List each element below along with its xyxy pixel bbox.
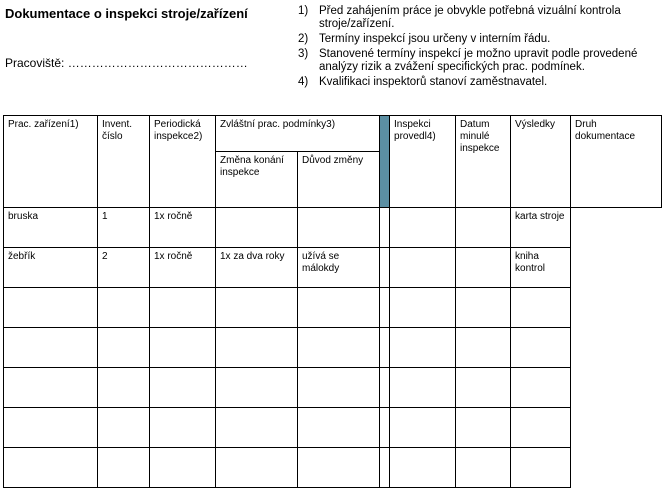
cell-doc-type [511, 408, 571, 448]
footnote-text: Před zahájením práce je obvykle potřebná vizuální kontrola stroje/zařízení. [319, 5, 621, 30]
cell-periodic: 1x ročně [150, 248, 216, 288]
cell-periodic [150, 408, 216, 448]
cell-periodic [150, 328, 216, 368]
header-documentation-type: Druh dokumentace [571, 116, 662, 208]
footnote-item [298, 76, 664, 89]
header-special-conditions: Zvláštní prac. podmínky3) [216, 116, 380, 152]
cell-change [216, 408, 298, 448]
cell-periodic [150, 448, 216, 488]
cell-last-date [390, 368, 456, 408]
header-equipment: Prac. zařízení1) [4, 116, 98, 208]
cell-performed [380, 248, 390, 288]
cell-doc-type: karta stroje [511, 208, 571, 248]
cell-inventory [98, 408, 150, 448]
footnote-text: Stanovené termíny inspekcí je možno upravit podle provedené analýzy rizik a zvážení specifických prac. podmínek. [319, 48, 638, 73]
cell-last-date [390, 448, 456, 488]
cell-results [456, 328, 511, 368]
cell-results [456, 208, 511, 248]
cell-inventory: 1 [98, 208, 150, 248]
cell-results [456, 408, 511, 448]
footnote-item [298, 33, 664, 46]
footnote-number: 2) [298, 33, 309, 45]
cell-reason [298, 448, 380, 488]
cell-change [216, 208, 298, 248]
table-row [4, 448, 662, 488]
cell-periodic [150, 368, 216, 408]
footnote-item [298, 5, 664, 31]
cell-doc-type [511, 288, 571, 328]
cell-change [216, 448, 298, 488]
workplace-field: Pracoviště: ……………………………………… [5, 56, 248, 70]
cell-performed [380, 328, 390, 368]
cell-last-date [390, 408, 456, 448]
inspection-table [3, 115, 662, 488]
cell-performed [380, 408, 390, 448]
cell-inventory [98, 288, 150, 328]
column-divider [380, 116, 390, 208]
cell-last-date [390, 288, 456, 328]
cell-equipment [4, 328, 98, 368]
footnote-text: Termíny inspekcí jsou určeny v interním řádu. [319, 33, 551, 45]
document-title: Dokumentace o inspekci stroje/zařízení [5, 6, 248, 21]
cell-change: 1x za dva roky [216, 248, 298, 288]
table-row [4, 368, 662, 408]
footnote-text: Kvalifikaci inspektorů stanoví zaměstnavatel. [319, 76, 548, 88]
cell-inventory: 2 [98, 248, 150, 288]
cell-equipment: žebřík [4, 248, 98, 288]
footnotes-list [298, 5, 664, 91]
cell-last-date [390, 328, 456, 368]
table-row [4, 328, 662, 368]
cell-reason [298, 328, 380, 368]
header-change-reason: Důvod změny [298, 152, 380, 208]
footnote-number: 3) [298, 48, 309, 60]
cell-reason: užívá se málokdy [298, 248, 380, 288]
cell-results [456, 448, 511, 488]
footnote-number: 1) [298, 5, 309, 17]
cell-performed [380, 448, 390, 488]
cell-performed [380, 368, 390, 408]
cell-results [456, 248, 511, 288]
cell-equipment [4, 288, 98, 328]
footnote-item [298, 48, 664, 74]
cell-results [456, 368, 511, 408]
cell-last-date [390, 208, 456, 248]
cell-periodic: 1x ročně [150, 208, 216, 248]
table-row [4, 288, 662, 328]
cell-doc-type [511, 448, 571, 488]
cell-performed [380, 288, 390, 328]
footnote-number: 4) [298, 76, 309, 88]
cell-reason [298, 208, 380, 248]
cell-doc-type [511, 328, 571, 368]
cell-equipment [4, 368, 98, 408]
cell-reason [298, 408, 380, 448]
table-row [4, 248, 662, 288]
header-last-inspection-date: Datum minulé inspekce [456, 116, 511, 208]
table-row [4, 208, 662, 248]
cell-change [216, 288, 298, 328]
cell-reason [298, 368, 380, 408]
header-periodic-inspection: Periodická inspekce2) [150, 116, 216, 208]
header-inventory-number: Invent. číslo [98, 116, 150, 208]
cell-equipment: bruska [4, 208, 98, 248]
cell-doc-type [511, 368, 571, 408]
header-results: Výsledky [511, 116, 571, 208]
cell-performed [380, 208, 390, 248]
cell-equipment [4, 448, 98, 488]
cell-change [216, 368, 298, 408]
table-header-row [4, 116, 662, 152]
cell-doc-type: kniha kontrol [511, 248, 571, 288]
cell-inventory [98, 448, 150, 488]
cell-equipment [4, 408, 98, 448]
cell-periodic [150, 288, 216, 328]
cell-last-date [390, 248, 456, 288]
cell-results [456, 288, 511, 328]
cell-reason [298, 288, 380, 328]
table-row [4, 408, 662, 448]
cell-inventory [98, 368, 150, 408]
header-inspection-performed: Inspekci provedl4) [390, 116, 456, 208]
cell-inventory [98, 328, 150, 368]
cell-change [216, 328, 298, 368]
header-inspection-change: Změna konání inspekce [216, 152, 298, 208]
